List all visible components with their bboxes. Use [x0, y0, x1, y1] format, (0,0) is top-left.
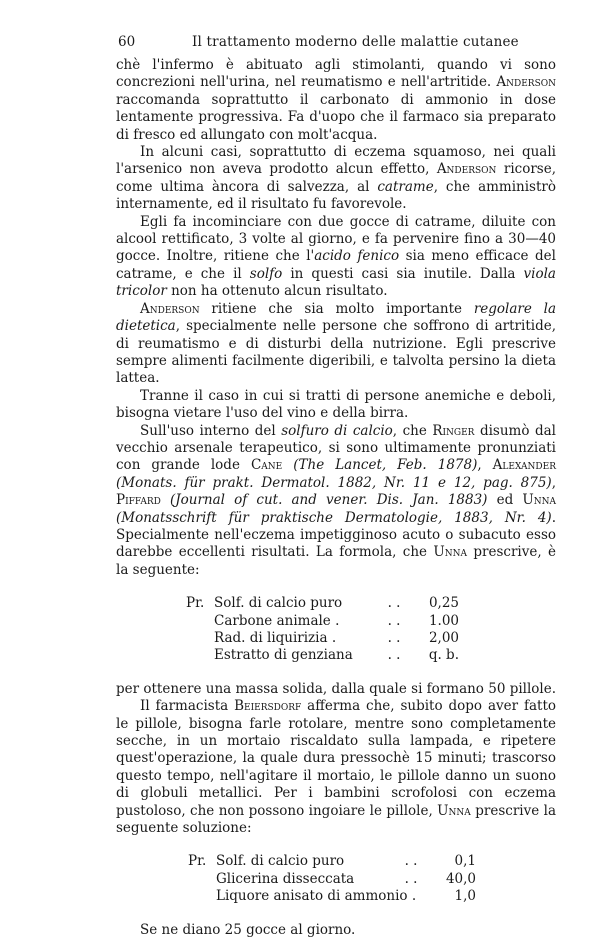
paragraph: Il farmacista Beiersdorf afferma che, subito dopo aver fatto le pillole, bisogna farle rotolare, mentre sono completamente secche, in un mortaio riscaldato sulla lampada, e ripetere quest'operazione, la quale dura pressochè 15 minuti; trascorso questo tempo, nell'agitare il mortaio, le pillole danno un suono di globuli metallici. Per i bambini scrofolosi con eczema pustoloso, che non possono ingoiare le pillole, Unna prescrive la seguente soluzione: — [116, 698, 556, 836]
citation: (The Lancet, Feb. 1878) — [282, 457, 478, 474]
author-name: Anderson — [140, 300, 200, 317]
page-number: 60 — [118, 34, 136, 50]
formula-row: Estratto di genziana . . q. b. — [214, 647, 459, 664]
paragraph: per ottenere una massa solida, dalla quale si formano 50 pillole. — [116, 680, 557, 697]
citation: (Monatsschrift für praktische Dermatologie, 1883, Nr. 4) — [116, 509, 552, 526]
citation: (Monats. für prakt. Dermatol. 1882, Nr. 11 e 12, pag. 875) — [116, 474, 552, 491]
body-text — [116, 57, 556, 939]
paragraph: Anderson ritiene che sia molto importante regolare la dietetica, specialmente nelle persone che soffrono di artritide, di reumatismo e di disturbi della nutrizione. Egli prescrive sempre alimenti facilmente digeribili, e talvolta persino la dieta lattea. — [116, 300, 556, 387]
formula-row: Pr. Solf. di calcio puro . . 0,1 — [188, 853, 476, 870]
prescription-formula-solution — [188, 853, 556, 905]
author-name: Ringer — [432, 422, 475, 439]
author-name: Unna — [437, 802, 471, 819]
formula-row: Liquore anisato di ammonio . 1,0 — [216, 888, 476, 905]
paragraph: In alcuni casi, soprattutto di eczema squamoso, nei quali l'arsenico non aveva prodotto alcun effetto, Anderson ricorse, come ultima àncora di salvezza, al catrame, che amministrò internamente, ed il risultato fu favorevole. — [116, 144, 556, 213]
remedy-term: solfuro di calcio — [281, 422, 393, 439]
citation: (Journal of cut. and vener. Dis. Jan. 1883) — [160, 492, 488, 509]
remedy-term: viola tricolor — [116, 265, 556, 300]
formula-row: Carbone animale . . . 1.00 — [214, 612, 459, 629]
author-name: Unna — [433, 544, 468, 561]
author-name: Cane — [250, 457, 283, 474]
remedy-term: acido fenico — [314, 248, 400, 265]
paragraph: Se ne diano 25 gocce al giorno. — [140, 921, 356, 938]
formula-row: Rad. di liquirizia . . . 2,00 — [214, 629, 459, 646]
paragraph: Sull'uso interno del solfuro di calcio, che Ringer disumò dal vecchio arsenale terapeutico, si sono ultimamente pronunziati con grande lode Cane (The Lancet, Feb. 1878), Alexander (Monats. für prakt. Dermatol. 1882, Nr. 11 e 12, pag. 875), Piffard (Journal of cut. and vener. Dis. Jan. 1883) ed Unna (Monatsschrift für praktische Dermatologie, 1883, Nr. 4). Specialmente nell'eczema impetigginoso acuto o subacuto esso darebbe eccellenti risultati. La formola, che Unna prescrive, è la seguente: — [116, 422, 556, 578]
author-name: Anderson — [496, 74, 556, 91]
paragraph: Tranne il caso in cui si tratti di persone anemiche e deboli, bisogna vietare l'uso del vino e della birra. — [116, 387, 556, 422]
remedy-term: solfo — [249, 265, 283, 282]
author-name: Unna — [522, 492, 556, 509]
author-name: Piffard — [116, 492, 161, 509]
running-title: Il trattamento moderno delle malattie cutanee — [192, 34, 519, 50]
emphasis-term: regolare la dietetica — [116, 300, 556, 335]
paragraph: Egli fa incominciare con due gocce di catrame, diluite con alcool rettificato, 3 volte al giorno, e fa pervenire fino a 30—40 gocce. Inoltre, ritiene che l'acido fenico sia meno efficace del catrame, e che il solfo in questi casi sia inutile. Dalla viola tricolor non ha ottenuto alcun risultato. — [116, 213, 556, 300]
author-name: Beiersdorf — [234, 698, 302, 715]
remedy-term: catrame — [377, 178, 434, 195]
formula-row: Pr. Solf. di calcio puro . . 0,25 — [186, 595, 459, 612]
paragraph: chè l'infermo è abituato agli stimolanti, quando vi sono concrezioni nell'urina, nel reumatismo e nell'artritide. Anderson raccomanda soprattutto il carbonato di ammonio in dose lentamente progressiva. Fa d'uopo che il farmaco sia preparato di fresco ed allungato con molt'acqua. — [116, 57, 556, 143]
author-name: Anderson — [436, 161, 497, 178]
author-name: Alexander — [492, 457, 556, 474]
prescription-formula-pills — [186, 595, 556, 665]
formula-row: Glicerina disseccata . . 40,0 — [216, 870, 476, 887]
